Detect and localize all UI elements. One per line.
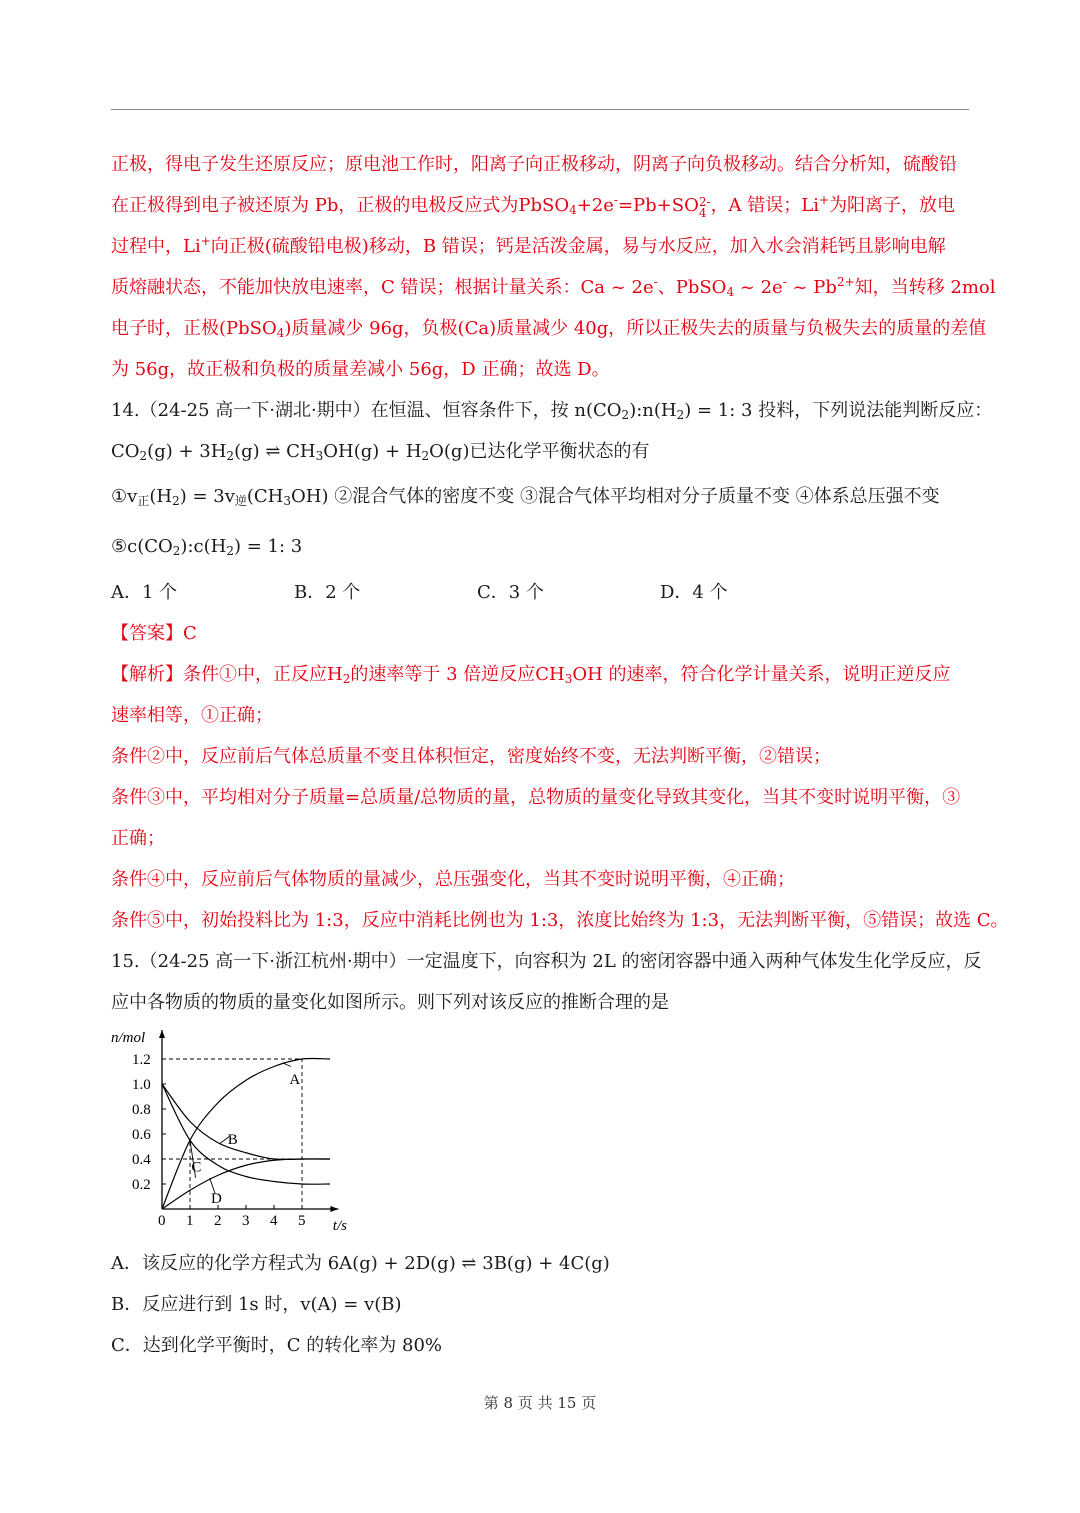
text: 条件④中，反应前后气体物质的量减少，总压强变化，当其不变时说明平衡，④正确； [111, 869, 795, 890]
y-axis-label: n/mol [111, 1030, 146, 1046]
text: (g) ⇌ CH [234, 441, 316, 462]
text: ):n(H [629, 400, 677, 421]
subscript: 2 [421, 449, 430, 463]
text: C．达到化学平衡时，C 的转化率为 80% [111, 1335, 442, 1356]
series-line-B [162, 1084, 330, 1159]
text: B．反应进行到 1s 时，v(A) = v(B) [111, 1294, 402, 1315]
header-rule [111, 109, 969, 110]
analysis-line [111, 736, 971, 777]
text: 条件③中，平均相对分子质量=总质量/总物质的量，总物质的量变化导致其变化，当其不变时说明平衡，③ [111, 787, 961, 808]
question-14-equation [111, 431, 971, 472]
subscript: 4 [698, 206, 707, 220]
text: OH 的速率，符合化学计量关系，说明正逆反应 [572, 664, 951, 685]
option-a [111, 1243, 971, 1284]
analysis-line [111, 777, 971, 818]
text: 、PbSO [657, 277, 727, 298]
text: 的速率等于 3 倍逆反应CH [350, 664, 565, 685]
question-14-condition-5 [111, 522, 971, 572]
subscript: 正 [137, 494, 150, 508]
text: +2e [576, 195, 614, 216]
text: (H [149, 486, 173, 507]
subscript: 4 [726, 285, 735, 299]
question-14-stem [111, 390, 993, 431]
subscript: 2 [172, 494, 180, 508]
text: ，A 错误；Li [710, 195, 819, 216]
question-14-conditions [111, 472, 971, 522]
analysis-line [111, 818, 971, 859]
text: 知，当转移 2mol [854, 277, 996, 298]
text: ) = 3v [179, 486, 235, 507]
x-axis-arrow [330, 1206, 338, 1212]
question-14-options [111, 572, 971, 613]
y-axis-arrow [159, 1030, 165, 1038]
answer [111, 613, 971, 654]
superscript: + [200, 234, 211, 248]
text: O(g)已达化学平衡状态的有 [429, 441, 650, 462]
text: 条件①中，正反应H [183, 664, 343, 685]
superscript: + [819, 193, 830, 207]
explanation-line [111, 349, 971, 390]
text: ~ Pb [786, 277, 837, 298]
text: ~ 2e [734, 277, 783, 298]
text: 电子时，正极(PbSO [111, 318, 277, 339]
subscript: 2 [676, 408, 685, 422]
analysis-line [111, 900, 1009, 941]
option-d: D．4 个 [660, 582, 728, 603]
x-axis-label: t/s [332, 1218, 347, 1234]
subscript: 2 [172, 544, 181, 558]
text: 在正极得到电子被还原为 Pb，正极的电极反应式为PbSO [111, 195, 570, 216]
curve-label-B: B [227, 1132, 238, 1148]
x-tick-label: 2 [214, 1213, 222, 1229]
text: )质量减少 96g，负极(Ca)质量减少 40g，所以正极失去的质量与负极失去的质量的差值 [284, 318, 987, 339]
subscript: 4 [569, 203, 577, 217]
x-tick-label: 3 [242, 1213, 250, 1229]
text: ⑤c(CO [111, 536, 173, 557]
x-tick-label: 4 [270, 1213, 278, 1229]
text: 条件②中，反应前后气体总质量不变且体积恒定，密度始终不变，无法判断平衡，②错误； [111, 746, 831, 767]
text: CO [111, 441, 140, 462]
analysis-label: 【解析】 [111, 664, 183, 685]
text: 【答案】C [111, 623, 197, 644]
curve-label-leader [282, 1063, 290, 1067]
text: ):c(H [180, 536, 227, 557]
subscript: 2 [226, 544, 234, 558]
text: 为阳离子，放电 [829, 195, 956, 216]
y-tick-label: 0.8 [132, 1102, 151, 1118]
explanation-line [111, 308, 987, 349]
text: A．该反应的化学方程式为 6A(g) + 2D(g) ⇌ 3B(g) + 4C(g) [111, 1253, 610, 1274]
analysis-line [111, 859, 971, 900]
text: (g) + 3H [147, 441, 227, 462]
text: (CH [246, 486, 284, 507]
subscript: 4 [276, 326, 285, 340]
option-c: C．3 个 [477, 582, 544, 603]
option-a: A．1 个 [111, 582, 178, 603]
text: 应中各物质的物质的量变化如图所示。则下列对该反应的推断合理的是 [111, 992, 669, 1013]
superscript: 2+ [836, 275, 855, 289]
subscript: 逆 [234, 494, 247, 508]
y-tick-label: 1.0 [132, 1077, 151, 1093]
curve-label-C: C [191, 1159, 202, 1176]
explanation-line [111, 267, 996, 308]
text: =Pb+SO [617, 195, 699, 216]
subscript: 2 [139, 449, 148, 463]
page-content [111, 144, 1009, 1023]
option-b: B．2 个 [294, 582, 361, 603]
subscript: 2 [621, 408, 630, 422]
question-15-stem [111, 941, 982, 982]
curve-label-A: A [289, 1072, 301, 1088]
question-15-stem [111, 982, 971, 1023]
page-footer: 第 8 页 共 15 页 [483, 1394, 597, 1412]
subscript: 2 [226, 449, 235, 463]
text: 15.（24-25 高一下·浙江杭州·期中）一定温度下，向容积为 2L 的密闭容器中通入两种气体发生化学反应，反 [111, 951, 982, 972]
mol-vs-time-chart [105, 1024, 365, 1234]
sub-sup-stack [699, 197, 711, 219]
curve-label-D: D [211, 1190, 222, 1207]
text: 向正极(硫酸铅电极)移动，B 错误；钙是活泼金属，易与水反应，加入水会消耗钙且影响电解 [210, 236, 946, 257]
series-line-A [162, 1058, 330, 1209]
y-tick-label: 0.6 [132, 1127, 151, 1143]
text: ) = 1: 3 投料，下列说法能判断反应： [684, 400, 993, 421]
text: 正极，得电子发生还原反应；原电池工作时，阳离子向正极移动，阴离子向负极移动。结合分析知，硫酸铅 [111, 154, 957, 175]
text: 质熔融状态，不能加快放电速率，C 错误；根据计量关系：Ca ~ 2e [111, 277, 654, 298]
series-line-C [162, 1084, 330, 1184]
question-15-options [111, 1243, 971, 1366]
superscript: - [782, 275, 787, 289]
text: 速率相等，①正确； [111, 705, 273, 726]
text: OH) ②混合气体的密度不变 ③混合气体平均相对分子质量不变 ④体系总压强不变 [291, 486, 940, 507]
analysis-line [111, 654, 971, 695]
y-tick-label: 0.2 [132, 1177, 151, 1193]
y-tick-label: 1.2 [132, 1052, 151, 1068]
x-tick-label: 1 [186, 1213, 194, 1229]
option-b [111, 1284, 971, 1325]
explanation-line [111, 144, 971, 185]
subscript: 3 [564, 672, 573, 686]
text: 正确； [111, 828, 165, 849]
text: ) = 1: 3 [233, 536, 303, 557]
x-tick-label: 5 [298, 1213, 306, 1229]
analysis-line [111, 695, 971, 736]
subscript: 3 [283, 494, 292, 508]
explanation-line [111, 185, 971, 226]
text: 14.（24-25 高一下·湖北·期中）在恒温、恒容条件下，按 n(CO [111, 400, 622, 421]
y-tick-label: 0.4 [132, 1152, 151, 1168]
x-tick-label: 0 [158, 1213, 166, 1229]
explanation-line [111, 226, 971, 267]
text: 为 56g，故正极和负极的质量差减小 56g，D 正确；故选 D。 [111, 359, 610, 380]
superscript: - [653, 275, 658, 289]
text: 条件⑤中，初始投料比为 1:3，反应中消耗比例也为 1:3，浓度比始终为 1:3，无法判断平衡，⑤错误；故选 C。 [111, 910, 1009, 931]
text: ①v [111, 486, 138, 507]
subscript: 3 [315, 449, 324, 463]
superscript: 2- [698, 195, 711, 209]
subscript: 2 [342, 672, 351, 686]
text: 过程中，Li [111, 236, 201, 257]
option-c [111, 1325, 971, 1366]
text: OH(g) + H [323, 441, 422, 462]
superscript: - [613, 193, 618, 207]
